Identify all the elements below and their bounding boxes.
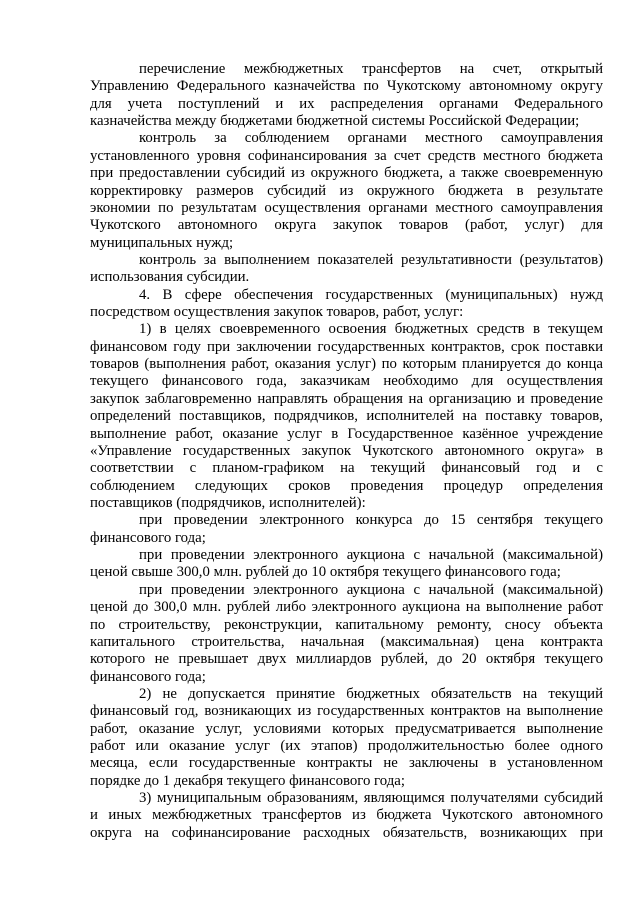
text-line: округа на софинансирование расходных обязательств, возникающих при (90, 824, 603, 841)
text-line: перечисление межбюджетных трансфертов на счет, открытый (139, 61, 603, 77)
text-line: капитального строительства, начальная (максимальная) цена контракта (90, 633, 603, 650)
document-body (90, 61, 603, 842)
text-line: работ, оказание услуг, условиями которых предусматривается выполнение (90, 720, 603, 737)
text-line: порядке до 1 декабря текущего финансового года; (90, 772, 405, 789)
text-line: при проведении электронного конкурса до 15 сентября текущего (139, 512, 603, 529)
text-line: закупок заблаговременно направлять обращения на организацию и проведение (90, 390, 603, 407)
text-line: Чукотского автономного округа закупок товаров (работ, услуг) для (90, 217, 603, 234)
text-line: экономии по результатам осуществления органами местного самоуправления (90, 199, 603, 216)
text-line: 1) в целях своевременного освоения бюджетных средств в текущем (139, 321, 603, 338)
text-line: контроль за соблюдением органами местного самоуправления (139, 130, 603, 147)
text-line: определений поставщиков, подрядчиков, исполнителей на поставку товаров, (90, 408, 603, 425)
text-line: поставщиков (подрядчиков, исполнителей): (90, 494, 366, 511)
paragraph (90, 686, 603, 790)
text-line: казначейства между бюджетами бюджетной системы Российской Федерации; (90, 113, 580, 130)
paragraph (90, 512, 603, 547)
text-line: при проведении электронного аукциона с начальной (максимальной) (139, 581, 603, 598)
paragraph (90, 547, 603, 582)
text-line: работ или оказание услуг (их этапов) продолжительностью более одного (90, 738, 603, 755)
text-line: финансового года; (90, 529, 206, 546)
text-line: посредством осуществления закупок товаров, работ, услуг: (90, 304, 464, 321)
text-line: 2) не допускается принятие бюджетных обязательств на текущий (139, 685, 603, 702)
text-line: муниципальных нужд; (90, 234, 234, 251)
text-line: 4. В сфере обеспечения государственных (муниципальных) нужд (139, 286, 603, 303)
text-line: Управлению Федерального казначейства по Чукотскому автономному округу (90, 78, 603, 95)
paragraph (90, 130, 603, 252)
text-line: соответствии с планом-графиком на текущий финансовый год и с (90, 460, 603, 477)
paragraph (90, 321, 603, 512)
paragraph (90, 582, 603, 686)
text-line: финансовом году при заключении государственных контрактов, срок поставки (90, 338, 603, 355)
text-line: использования субсидии. (90, 269, 250, 286)
text-line: корректировку размеров субсидий из окружного бюджета в результате (90, 182, 603, 199)
paragraph (90, 790, 603, 842)
text-line: финансовый год, возникающих из государственных контрактов на выполнение (90, 703, 603, 720)
text-line: товаров (выполнения работ, оказания услуг) по которым планируется до конца (90, 356, 603, 373)
text-line: месяца, если государственные контракты не заключены в установленном (90, 755, 603, 772)
text-line: установленного уровня софинансирования за счет средств местного бюджета (90, 147, 603, 164)
paragraph (90, 287, 603, 322)
text-line: соблюдением следующих сроков проведения процедур определения (90, 477, 603, 494)
text-line: при проведении электронного аукциона с начальной (максимальной) (139, 547, 603, 564)
text-line: финансового года; (90, 668, 206, 685)
text-line: контроль за выполнением показателей результативности (результатов) (139, 251, 603, 268)
text-line: выполнение работ, оказание услуг в Государственное казённое учреждение (90, 425, 603, 442)
text-line: «Управление государственных закупок Чукотского автономного округа» в (90, 442, 603, 459)
text-line: 3) муниципальным образованиям, являющимся получателями субсидий (139, 790, 603, 807)
text-line: для учета поступлений и их распределения органами Федерального (90, 95, 603, 112)
paragraph (90, 61, 603, 130)
text-line: ценой до 300,0 млн. рублей либо электронного аукциона на выполнение работ (90, 599, 603, 616)
text-line: при предоставлении субсидий из окружного бюджета, а также своевременную (90, 165, 603, 182)
text-line: и иных межбюджетных трансфертов из бюджета Чукотского автономного (90, 807, 603, 824)
paragraph (90, 252, 603, 287)
text-line: которого не превышает двух миллиардов рублей, до 20 октября текущего (90, 651, 603, 668)
text-line: ценой свыше 300,0 млн. рублей до 10 октября текущего финансового года; (90, 564, 561, 581)
text-line: по строительству, реконструкции, капитальному ремонту, сносу объекта (90, 616, 603, 633)
text-line: текущего финансового года, заказчикам необходимо для осуществления (90, 373, 603, 390)
